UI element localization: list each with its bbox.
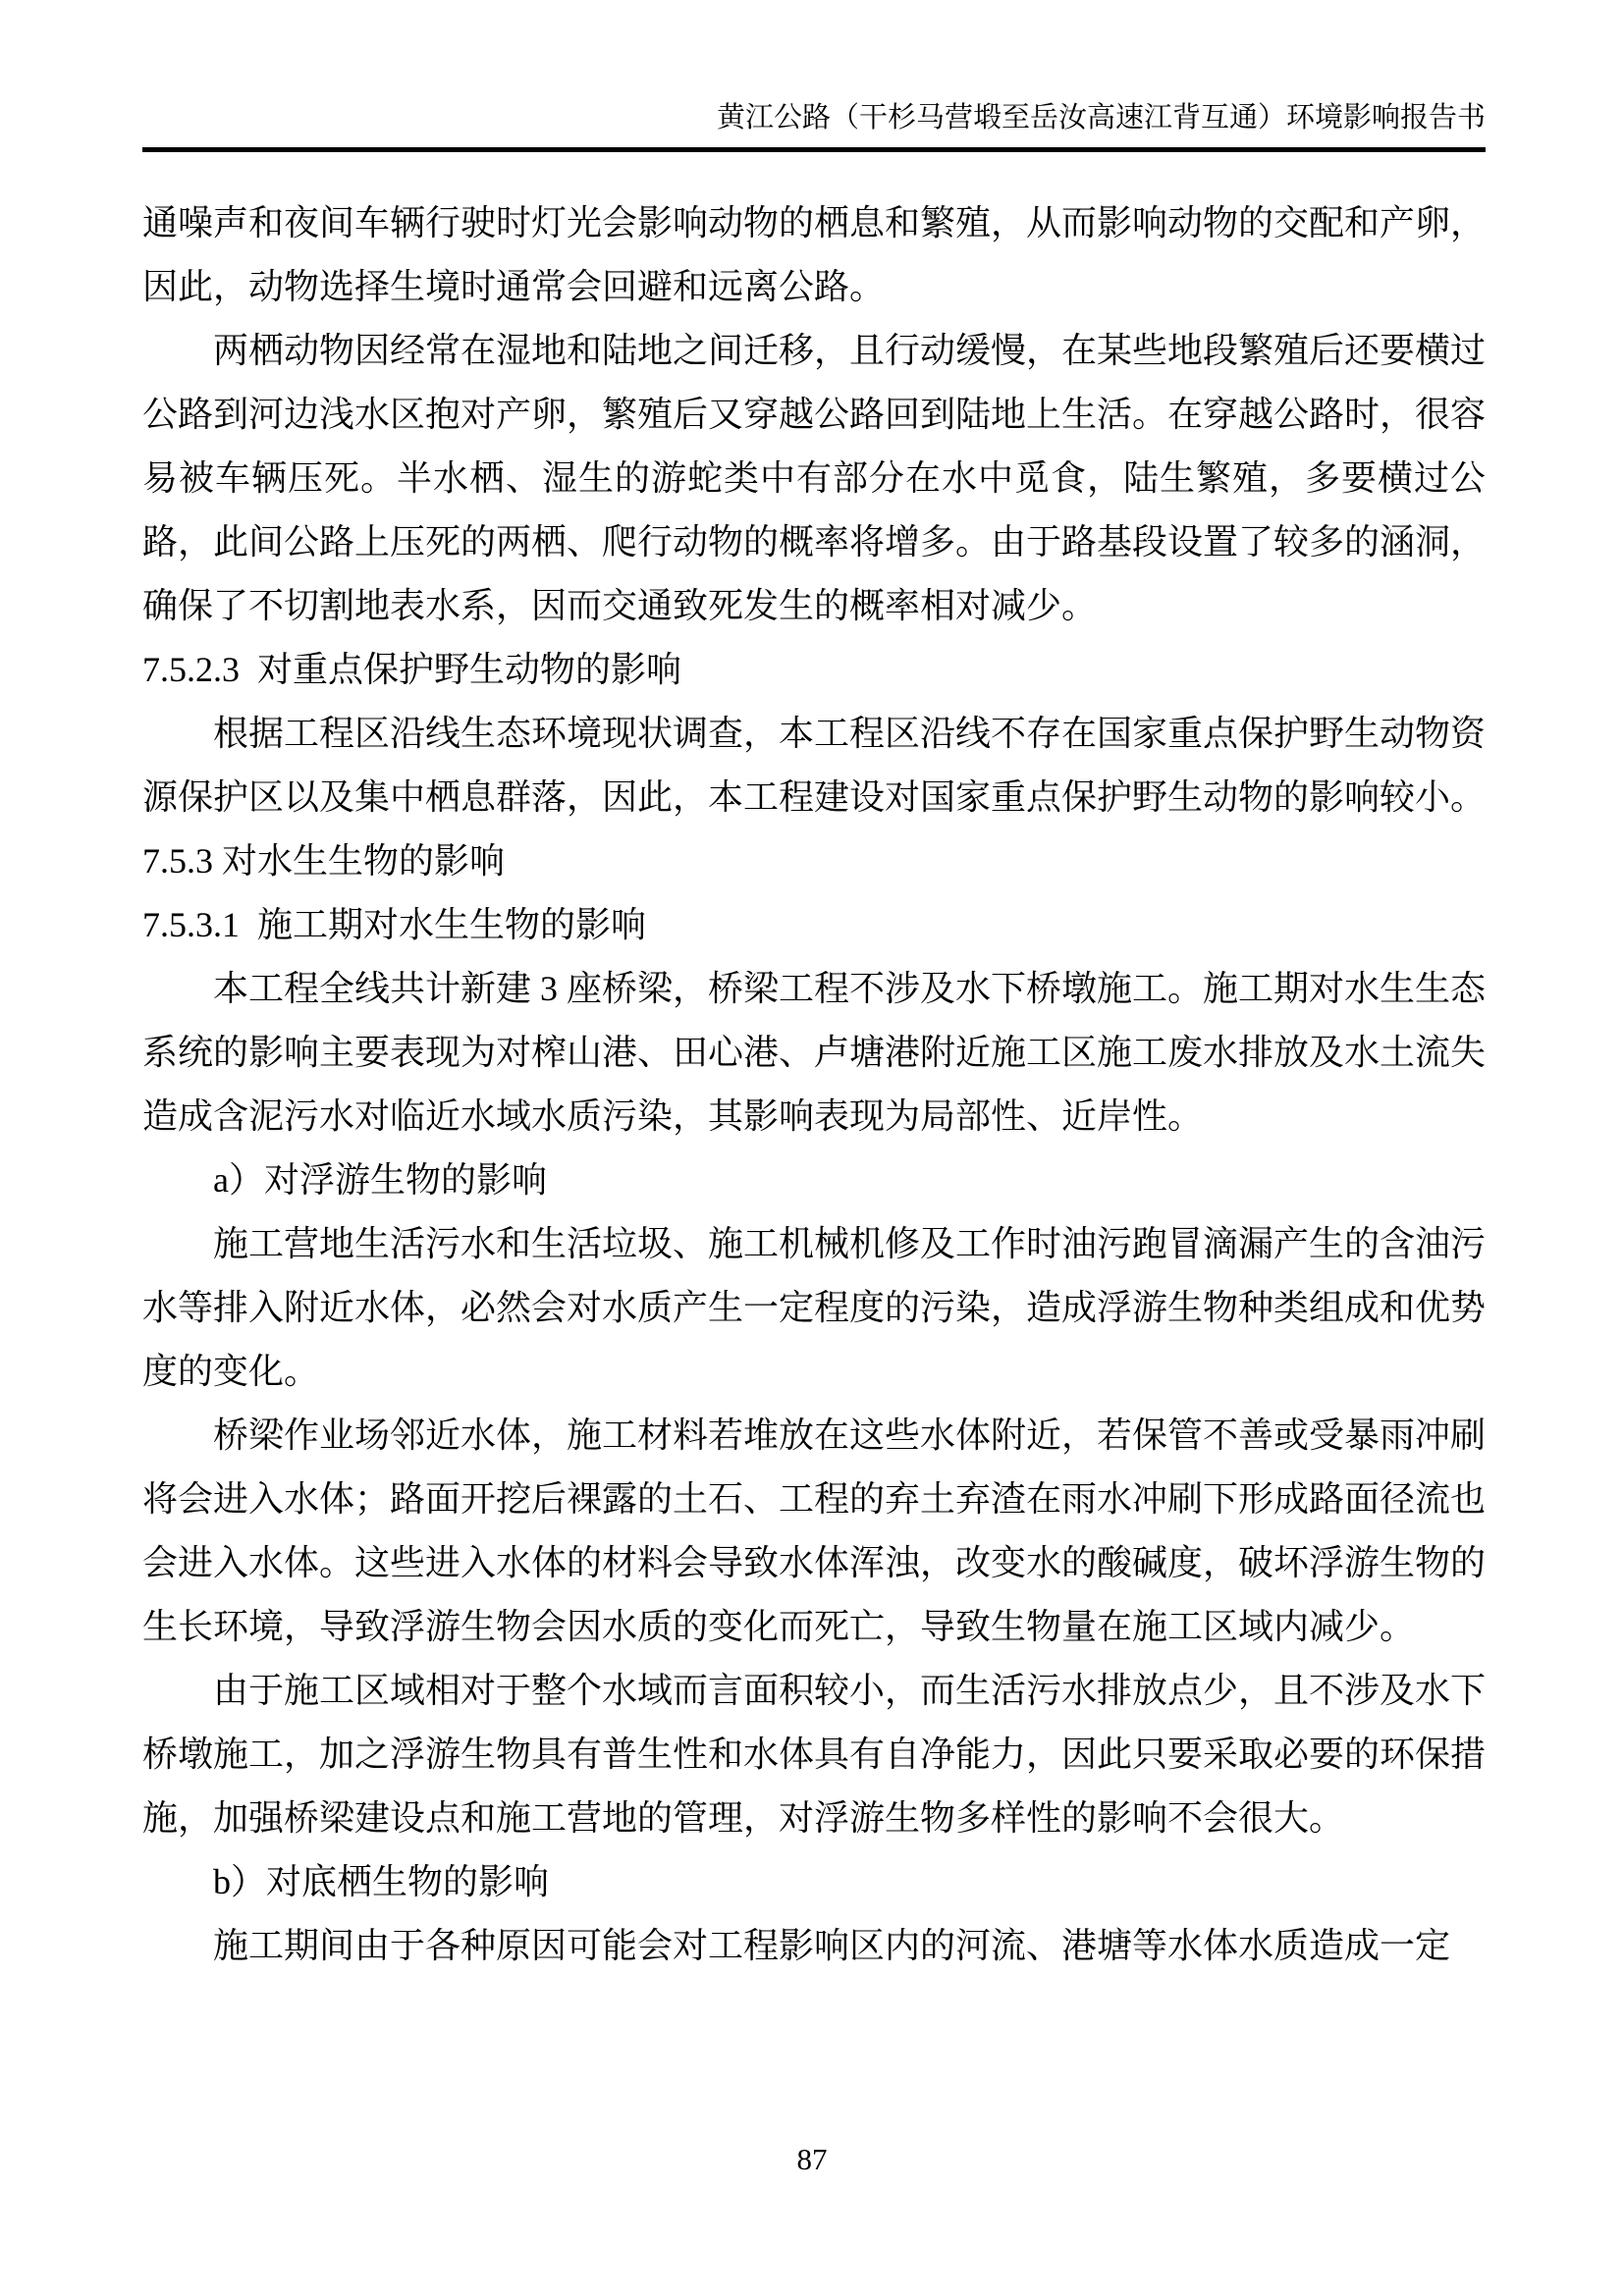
heading-7-5-2-3-protected-wildlife: 7.5.2.3 对重点保护野生动物的影响: [142, 650, 682, 689]
paragraph-benthic-start: 施工期间由于各种原因可能会对工程影响区内的河流、港塘等水体水质造成一定: [213, 1926, 1451, 1965]
paragraph-limited-impact: 由于施工区域相对于整个水域而言面积较小，而生活污水排放点少，且不涉及水下桥墩施工，加之浮游生物具有普生性和水体具有自净能力，因此只要采取必要的环保措施，加强桥梁建设点和施工营地的管理，对浮游生物多样性的影响不会很大。: [142, 1671, 1487, 1838]
document-content: [142, 191, 1486, 1978]
heading-7-5-3-aquatic-life: 7.5.3 对水生生物的影响: [142, 841, 506, 881]
report-header-title: 黄江公路（干杉马营塅至岳汝高速江背互通）环境影响报告书: [716, 102, 1486, 133]
paragraph-amphibians: 两栖动物因经常在湿地和陆地之间迁移，且行动缓慢，在某些地段繁殖后还要横过公路到河边浅水区抱对产卵，繁殖后又穿越公路回到陆地上生活。在穿越公路时，很容易被车辆压死。半水栖、湿生的游蛇类中有部分在水中觅食，陆生繁殖，多要横过公路，此间公路上压死的两栖、爬行动物的概率将增多。由于路基段设置了较多的涵洞，确保了不切割地表水系，因而交通致死发生的概率相对减少。: [142, 331, 1487, 625]
subheading-b-benthic: b）对底栖生物的影响: [213, 1862, 550, 1901]
paragraph-bridges-overview: 本工程全线共计新建 3 座桥梁，桥梁工程不涉及水下桥墩施工。施工期对水生生态系统的影响主要表现为对榨山港、田心港、卢塘港附近施工区施工废水排放及水土流失造成含泥污水对临近水域水质污染，其影响表现为局部性、近岸性。: [142, 969, 1487, 1136]
paragraph-camp-sewage: 施工营地生活污水和生活垃圾、施工机械机修及工作时油污跑冒滴漏产生的含油污水等排入附近水体，必然会对水质产生一定程度的污染，造成浮游生物种类组成和优势度的变化。: [142, 1224, 1487, 1391]
paragraph-protected-wildlife: 根据工程区沿线生态环境现状调查，本工程区沿线不存在国家重点保护野生动物资源保护区以及集中栖息群落，因此，本工程建设对国家重点保护野生动物的影响较小。: [142, 714, 1487, 817]
page-number: 87: [796, 2142, 828, 2176]
paragraph-bridge-worksite-runoff: 桥梁作业场邻近水体，施工材料若堆放在这些水体附近，若保管不善或受暴雨冲刷将会进入水体；路面开挖后裸露的土石、工程的弃土弃渣在雨水冲刷下形成路面径流也会进入水体。这些进入水体的材料会导致水体浑浊，改变水的酸碱度，破坏浮游生物的生长环境，导致浮游生物会因水质的变化而死亡，导致生物量在施工区域内减少。: [142, 1415, 1487, 1646]
page-footer: [0, 2140, 1624, 2179]
paragraph-road-avoidance: 通噪声和夜间车辆行驶时灯光会影响动物的栖息和繁殖，从而影响动物的交配和产卵，因此，动物选择生境时通常会回避和远离公路。: [142, 203, 1487, 306]
heading-7-5-3-1-construction-period: 7.5.3.1 施工期对水生生物的影响: [142, 905, 647, 944]
subheading-a-plankton: a）对浮游生物的影响: [213, 1160, 547, 1200]
header-rule: [142, 147, 1486, 152]
